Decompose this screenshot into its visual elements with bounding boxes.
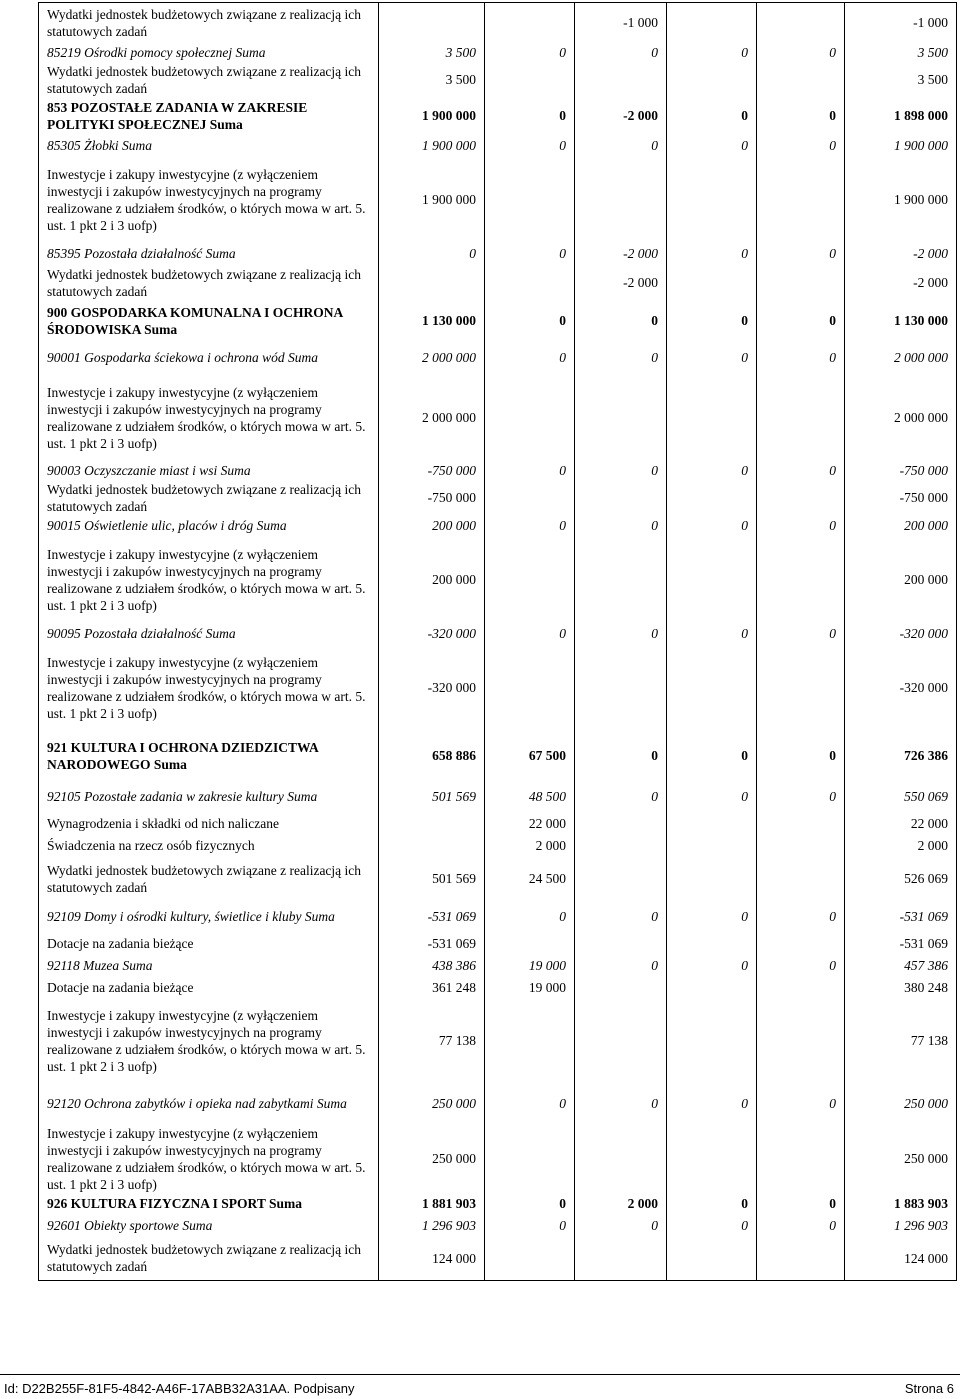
amount-cell xyxy=(757,63,845,97)
table-row xyxy=(39,265,957,301)
table-row xyxy=(39,623,957,645)
amount-cell: -2 000 xyxy=(845,243,957,265)
table-row xyxy=(39,157,957,243)
amount-cell: 0 xyxy=(575,781,667,813)
amount-cell xyxy=(575,999,667,1083)
amount-cell xyxy=(757,933,845,955)
amount-cell: 0 xyxy=(575,1083,667,1125)
table-row xyxy=(39,301,957,341)
amount-cell xyxy=(667,645,757,731)
amount-cell xyxy=(667,835,757,857)
amount-cell: 0 xyxy=(667,43,757,63)
amount-cell: 1 881 903 xyxy=(379,1193,485,1215)
amount-cell xyxy=(667,857,757,901)
amount-cell xyxy=(575,537,667,623)
amount-cell xyxy=(575,63,667,97)
amount-cell: 0 xyxy=(757,1215,845,1237)
row-label: 92105 Pozostałe zadania w zakresie kultury Suma xyxy=(39,781,379,813)
amount-cell: 0 xyxy=(485,135,575,157)
amount-cell xyxy=(757,537,845,623)
row-label: 926 KULTURA FIZYCZNA I SPORT Suma xyxy=(39,1193,379,1215)
table-row xyxy=(39,375,957,461)
amount-cell: -531 069 xyxy=(845,933,957,955)
amount-cell: 77 138 xyxy=(379,999,485,1083)
amount-cell xyxy=(575,977,667,999)
amount-cell: 0 xyxy=(667,781,757,813)
amount-cell xyxy=(485,933,575,955)
amount-cell: 1 130 000 xyxy=(845,301,957,341)
row-label: 90095 Pozostała działalność Suma xyxy=(39,623,379,645)
amount-cell: 22 000 xyxy=(845,813,957,835)
amount-cell xyxy=(379,265,485,301)
amount-cell: -531 069 xyxy=(379,933,485,955)
table-row xyxy=(39,1215,957,1237)
row-label: 85219 Ośrodki pomocy społecznej Suma xyxy=(39,43,379,63)
table-row xyxy=(39,461,957,481)
amount-cell: -320 000 xyxy=(379,645,485,731)
amount-cell: 0 xyxy=(667,901,757,933)
table-row xyxy=(39,537,957,623)
amount-cell: 0 xyxy=(667,1193,757,1215)
row-label: Wynagrodzenia i składki od nich naliczane xyxy=(39,813,379,835)
amount-cell: 0 xyxy=(575,731,667,781)
table-row xyxy=(39,645,957,731)
amount-cell xyxy=(667,999,757,1083)
row-label: 85395 Pozostała działalność Suma xyxy=(39,243,379,265)
amount-cell: 0 xyxy=(757,301,845,341)
amount-cell xyxy=(485,537,575,623)
amount-cell xyxy=(485,1237,575,1281)
amount-cell: 0 xyxy=(757,623,845,645)
amount-cell xyxy=(379,835,485,857)
amount-cell xyxy=(757,3,845,43)
amount-cell: 0 xyxy=(667,243,757,265)
table-row xyxy=(39,481,957,515)
amount-cell: 1 883 903 xyxy=(845,1193,957,1215)
amount-cell: -320 000 xyxy=(845,623,957,645)
amount-cell xyxy=(667,977,757,999)
amount-cell: 0 xyxy=(757,515,845,537)
amount-cell xyxy=(757,265,845,301)
amount-cell xyxy=(757,857,845,901)
amount-cell: 0 xyxy=(667,341,757,375)
amount-cell xyxy=(485,999,575,1083)
row-label: Wydatki jednostek budżetowych związane z realizacją ich statutowych zadań xyxy=(39,481,379,515)
table-row xyxy=(39,999,957,1083)
row-label: Inwestycje i zakupy inwestycyjne (z wyłączeniem inwestycji i zakupów inwestycyjnych na programy realizowane z udziałem środków, o których mowa w art. 5. ust. 1 pkt 2 i 3 uofp) xyxy=(39,1125,379,1193)
row-label: 85305 Żłobki Suma xyxy=(39,135,379,157)
amount-cell xyxy=(757,999,845,1083)
amount-cell: 0 xyxy=(667,461,757,481)
table-row xyxy=(39,1193,957,1215)
amount-cell xyxy=(667,537,757,623)
amount-cell: 1 898 000 xyxy=(845,97,957,135)
amount-cell xyxy=(485,375,575,461)
amount-cell: 124 000 xyxy=(845,1237,957,1281)
amount-cell xyxy=(575,157,667,243)
row-label: 92118 Muzea Suma xyxy=(39,955,379,977)
amount-cell: 1 900 000 xyxy=(379,135,485,157)
amount-cell xyxy=(485,645,575,731)
amount-cell: 200 000 xyxy=(379,515,485,537)
amount-cell: 1 130 000 xyxy=(379,301,485,341)
amount-cell: 0 xyxy=(485,97,575,135)
amount-cell: 658 886 xyxy=(379,731,485,781)
budget-table xyxy=(38,2,957,1281)
amount-cell xyxy=(757,481,845,515)
row-label: Wydatki jednostek budżetowych związane z realizacją ich statutowych zadań xyxy=(39,265,379,301)
amount-cell: -320 000 xyxy=(379,623,485,645)
amount-cell: 0 xyxy=(379,243,485,265)
amount-cell xyxy=(757,813,845,835)
amount-cell: 380 248 xyxy=(845,977,957,999)
amount-cell: 0 xyxy=(485,243,575,265)
amount-cell: 3 500 xyxy=(845,43,957,63)
amount-cell: 0 xyxy=(575,515,667,537)
amount-cell: 0 xyxy=(757,97,845,135)
amount-cell xyxy=(485,481,575,515)
amount-cell: 0 xyxy=(575,623,667,645)
amount-cell xyxy=(757,645,845,731)
amount-cell: -750 000 xyxy=(379,481,485,515)
table-row xyxy=(39,1237,957,1281)
amount-cell: 0 xyxy=(757,243,845,265)
amount-cell xyxy=(575,813,667,835)
amount-cell xyxy=(667,1237,757,1281)
amount-cell: 2 000 000 xyxy=(379,375,485,461)
amount-cell xyxy=(575,481,667,515)
row-label: Wydatki jednostek budżetowych związane z realizacją ich statutowych zadań xyxy=(39,857,379,901)
amount-cell xyxy=(485,3,575,43)
amount-cell: 250 000 xyxy=(379,1083,485,1125)
amount-cell: 0 xyxy=(757,43,845,63)
row-label: 92109 Domy i ośrodki kultury, świetlice i kluby Suma xyxy=(39,901,379,933)
amount-cell: 1 900 000 xyxy=(845,135,957,157)
table-row xyxy=(39,1125,957,1193)
row-label: Dotacje na zadania bieżące xyxy=(39,933,379,955)
amount-cell: 0 xyxy=(757,341,845,375)
amount-cell: -2 000 xyxy=(845,265,957,301)
amount-cell: -2 000 xyxy=(575,97,667,135)
row-label: Wydatki jednostek budżetowych związane z realizacją ich statutowych zadań xyxy=(39,3,379,43)
row-label: Inwestycje i zakupy inwestycyjne (z wyłączeniem inwestycji i zakupów inwestycyjnych na programy realizowane z udziałem środków, o których mowa w art. 5. ust. 1 pkt 2 i 3 uofp) xyxy=(39,999,379,1083)
amount-cell xyxy=(667,813,757,835)
amount-cell xyxy=(575,933,667,955)
row-label: 90001 Gospodarka ściekowa i ochrona wód Suma xyxy=(39,341,379,375)
table-row xyxy=(39,857,957,901)
document-id: Id: D22B255F-81F5-4842-A46F-17ABB32A31AA. Podpisany xyxy=(4,1381,355,1396)
row-label: Inwestycje i zakupy inwestycyjne (z wyłączeniem inwestycji i zakupów inwestycyjnych na programy realizowane z udziałem środków, o których mowa w art. 5. ust. 1 pkt 2 i 3 uofp) xyxy=(39,157,379,243)
amount-cell: 1 900 000 xyxy=(379,97,485,135)
row-label: Świadczenia na rzecz osób fizycznych xyxy=(39,835,379,857)
amount-cell xyxy=(575,1237,667,1281)
amount-cell: 200 000 xyxy=(379,537,485,623)
amount-cell: 526 069 xyxy=(845,857,957,901)
table-row xyxy=(39,835,957,857)
amount-cell: -750 000 xyxy=(845,461,957,481)
row-label: Inwestycje i zakupy inwestycyjne (z wyłączeniem inwestycji i zakupów inwestycyjnych na programy realizowane z udziałem środków, o których mowa w art. 5. ust. 1 pkt 2 i 3 uofp) xyxy=(39,375,379,461)
amount-cell xyxy=(485,1125,575,1193)
amount-cell xyxy=(575,857,667,901)
row-label: 92120 Ochrona zabytków i opieka nad zabytkami Suma xyxy=(39,1083,379,1125)
amount-cell: -531 069 xyxy=(845,901,957,933)
amount-cell: 0 xyxy=(757,781,845,813)
table-row xyxy=(39,731,957,781)
amount-cell: 1 900 000 xyxy=(379,157,485,243)
page-footer xyxy=(0,1374,960,1399)
table-row xyxy=(39,243,957,265)
amount-cell: 0 xyxy=(757,731,845,781)
amount-cell xyxy=(667,63,757,97)
amount-cell: 0 xyxy=(575,1215,667,1237)
amount-cell: 550 069 xyxy=(845,781,957,813)
amount-cell: 501 569 xyxy=(379,857,485,901)
amount-cell: 0 xyxy=(757,461,845,481)
row-label: 90015 Oświetlenie ulic, placów i dróg Suma xyxy=(39,515,379,537)
table-row xyxy=(39,781,957,813)
amount-cell: 0 xyxy=(667,955,757,977)
amount-cell: 0 xyxy=(485,461,575,481)
table-row xyxy=(39,341,957,375)
amount-cell xyxy=(667,3,757,43)
amount-cell: 457 386 xyxy=(845,955,957,977)
row-label: 90003 Oczyszczanie miast i wsi Suma xyxy=(39,461,379,481)
amount-cell: 1 296 903 xyxy=(845,1215,957,1237)
amount-cell: -750 000 xyxy=(845,481,957,515)
amount-cell: 250 000 xyxy=(845,1083,957,1125)
amount-cell: 19 000 xyxy=(485,977,575,999)
amount-cell: 0 xyxy=(667,515,757,537)
amount-cell: 200 000 xyxy=(845,515,957,537)
amount-cell: 1 296 903 xyxy=(379,1215,485,1237)
amount-cell: 0 xyxy=(667,623,757,645)
amount-cell xyxy=(667,375,757,461)
row-label: Wydatki jednostek budżetowych związane z realizacją ich statutowych zadań xyxy=(39,63,379,97)
amount-cell: 0 xyxy=(667,97,757,135)
amount-cell: 124 000 xyxy=(379,1237,485,1281)
amount-cell: 3 500 xyxy=(379,43,485,63)
amount-cell: 0 xyxy=(485,301,575,341)
amount-cell xyxy=(575,1125,667,1193)
amount-cell: 0 xyxy=(757,1193,845,1215)
amount-cell xyxy=(757,977,845,999)
amount-cell: 77 138 xyxy=(845,999,957,1083)
amount-cell: 0 xyxy=(485,43,575,63)
amount-cell: 0 xyxy=(485,623,575,645)
amount-cell: 3 500 xyxy=(845,63,957,97)
table-row xyxy=(39,813,957,835)
amount-cell xyxy=(575,645,667,731)
amount-cell: 0 xyxy=(757,901,845,933)
amount-cell: 2 000 000 xyxy=(379,341,485,375)
amount-cell: 0 xyxy=(575,43,667,63)
table-row xyxy=(39,955,957,977)
amount-cell: 19 000 xyxy=(485,955,575,977)
amount-cell: 0 xyxy=(667,301,757,341)
amount-cell xyxy=(575,375,667,461)
row-label: 921 KULTURA I OCHRONA DZIEDZICTWA NARODOWEGO Suma xyxy=(39,731,379,781)
amount-cell: 0 xyxy=(485,901,575,933)
amount-cell: 0 xyxy=(757,135,845,157)
amount-cell: 0 xyxy=(667,731,757,781)
amount-cell: 0 xyxy=(757,955,845,977)
amount-cell: -750 000 xyxy=(379,461,485,481)
amount-cell: -1 000 xyxy=(575,3,667,43)
amount-cell: 0 xyxy=(485,1215,575,1237)
row-label: 900 GOSPODARKA KOMUNALNA I OCHRONA ŚRODOWISKA Suma xyxy=(39,301,379,341)
amount-cell: 2 000 xyxy=(575,1193,667,1215)
amount-cell: 2 000 000 xyxy=(845,375,957,461)
table-row xyxy=(39,43,957,63)
amount-cell xyxy=(757,835,845,857)
amount-cell xyxy=(667,265,757,301)
amount-cell: 2 000 xyxy=(485,835,575,857)
amount-cell: -320 000 xyxy=(845,645,957,731)
amount-cell: -531 069 xyxy=(379,901,485,933)
amount-cell xyxy=(485,265,575,301)
amount-cell: 22 000 xyxy=(485,813,575,835)
amount-cell: 501 569 xyxy=(379,781,485,813)
table-row xyxy=(39,933,957,955)
amount-cell: 250 000 xyxy=(845,1125,957,1193)
amount-cell: -2 000 xyxy=(575,265,667,301)
amount-cell xyxy=(757,1125,845,1193)
row-label: Inwestycje i zakupy inwestycyjne (z wyłączeniem inwestycji i zakupów inwestycyjnych na programy realizowane z udziałem środków, o których mowa w art. 5. ust. 1 pkt 2 i 3 uofp) xyxy=(39,537,379,623)
amount-cell: 361 248 xyxy=(379,977,485,999)
amount-cell: -1 000 xyxy=(845,3,957,43)
amount-cell: 250 000 xyxy=(379,1125,485,1193)
table-row xyxy=(39,977,957,999)
amount-cell xyxy=(667,1125,757,1193)
table-row xyxy=(39,1083,957,1125)
amount-cell: 0 xyxy=(575,955,667,977)
row-label: Wydatki jednostek budżetowych związane z realizacją ich statutowych zadań xyxy=(39,1237,379,1281)
amount-cell: 48 500 xyxy=(485,781,575,813)
row-label: Inwestycje i zakupy inwestycyjne (z wyłączeniem inwestycji i zakupów inwestycyjnych na programy realizowane z udziałem środków, o których mowa w art. 5. ust. 1 pkt 2 i 3 uofp) xyxy=(39,645,379,731)
row-label: Dotacje na zadania bieżące xyxy=(39,977,379,999)
amount-cell: 0 xyxy=(485,1193,575,1215)
amount-cell: 0 xyxy=(575,301,667,341)
table-row xyxy=(39,63,957,97)
table-row xyxy=(39,901,957,933)
amount-cell: 0 xyxy=(575,461,667,481)
amount-cell: 0 xyxy=(757,1083,845,1125)
amount-cell: 24 500 xyxy=(485,857,575,901)
amount-cell xyxy=(485,157,575,243)
row-label: 853 POZOSTAŁE ZADANIA W ZAKRESIE POLITYKI SPOŁECZNEJ Suma xyxy=(39,97,379,135)
amount-cell: 0 xyxy=(667,1215,757,1237)
amount-cell: 0 xyxy=(485,341,575,375)
amount-cell: 0 xyxy=(575,341,667,375)
amount-cell: 0 xyxy=(667,135,757,157)
amount-cell xyxy=(575,835,667,857)
amount-cell: 2 000 xyxy=(845,835,957,857)
amount-cell: -2 000 xyxy=(575,243,667,265)
amount-cell xyxy=(667,481,757,515)
table-row xyxy=(39,515,957,537)
amount-cell: 0 xyxy=(485,515,575,537)
amount-cell: 0 xyxy=(575,901,667,933)
amount-cell xyxy=(757,1237,845,1281)
amount-cell: 0 xyxy=(485,1083,575,1125)
amount-cell: 200 000 xyxy=(845,537,957,623)
row-label: 92601 Obiekty sportowe Suma xyxy=(39,1215,379,1237)
amount-cell: 726 386 xyxy=(845,731,957,781)
amount-cell: 67 500 xyxy=(485,731,575,781)
amount-cell xyxy=(667,157,757,243)
amount-cell xyxy=(757,157,845,243)
amount-cell: 2 000 000 xyxy=(845,341,957,375)
amount-cell xyxy=(379,813,485,835)
amount-cell xyxy=(485,63,575,97)
table-row xyxy=(39,97,957,135)
amount-cell xyxy=(757,375,845,461)
amount-cell xyxy=(667,933,757,955)
amount-cell: 438 386 xyxy=(379,955,485,977)
table-row xyxy=(39,135,957,157)
amount-cell: 1 900 000 xyxy=(845,157,957,243)
amount-cell: 0 xyxy=(667,1083,757,1125)
amount-cell: 0 xyxy=(575,135,667,157)
table-row xyxy=(39,3,957,43)
page-number: Strona 6 xyxy=(904,1381,954,1396)
amount-cell: 3 500 xyxy=(379,63,485,97)
amount-cell xyxy=(379,3,485,43)
